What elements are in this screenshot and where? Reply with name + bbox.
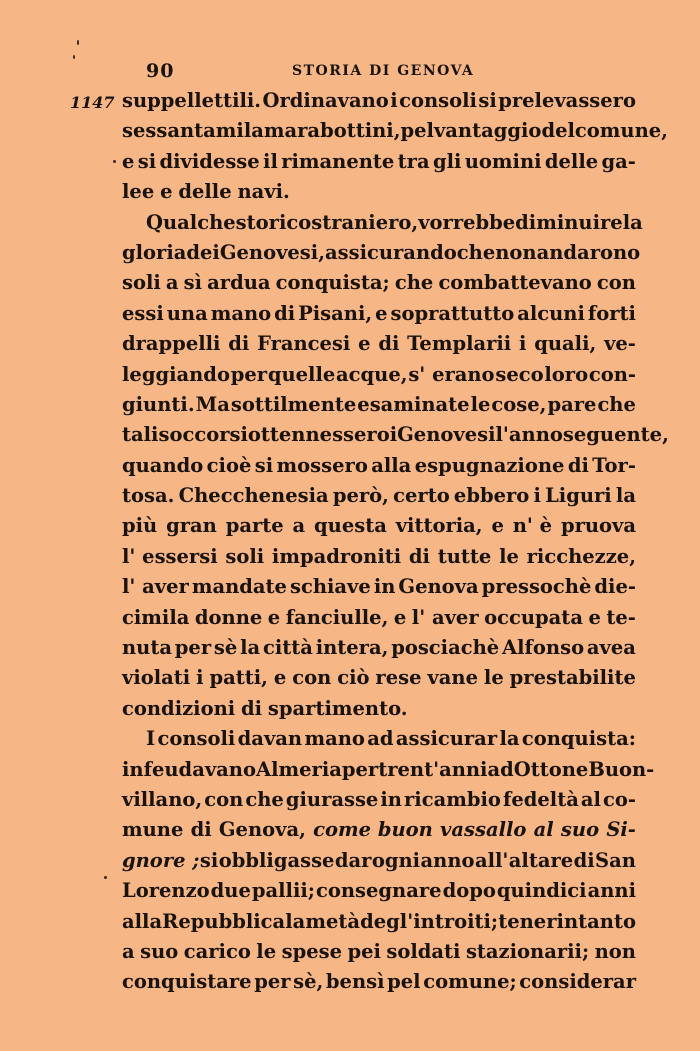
word: prelevassero [498,89,636,112]
word: Genova, [218,818,306,842]
word: mano [210,301,272,325]
word: Ottone [513,757,589,781]
word: e [491,514,504,538]
word: cioè [206,453,252,477]
word: vittoria, [395,514,483,538]
word: che [245,787,284,811]
word: bensì [325,970,385,994]
word: del [541,119,575,143]
word: di [241,696,263,720]
word: giunti. [122,392,195,416]
word: tra [397,149,430,173]
word: impadroniti [271,544,402,568]
text-line [122,147,636,177]
word: per [230,362,268,386]
word: condizioni [122,696,236,720]
word: però, [332,484,389,508]
word: Repubblica [162,909,286,933]
word: di [378,332,400,356]
word: e [122,149,135,173]
word: Pisani, [298,301,373,325]
text-line [122,329,636,359]
word: navi. [237,180,290,204]
word: sè, [293,970,324,994]
word: die- [594,575,636,599]
word: tosa. [122,484,175,508]
word: loro [544,362,589,386]
page-number: 90 [146,60,175,82]
word: e [393,605,407,629]
word: conquista; [275,271,390,295]
word: con- [588,362,636,386]
word: Liguri [545,484,612,508]
word: con [204,787,244,811]
word: città [262,636,313,660]
word: di [274,301,296,325]
word: pallii; [251,879,315,903]
word: ga- [601,149,636,173]
word: mandate [191,575,287,599]
word: per [341,757,379,781]
word: Buon- [588,757,655,781]
word: seguente, [562,423,669,447]
word: dividesse [159,149,260,173]
word: si [137,149,157,173]
word: avea [586,636,636,660]
word: sì [183,271,203,295]
word: che [456,240,496,264]
word: lee [122,180,155,204]
word: anno [420,848,475,872]
word: e [358,332,371,356]
text-line [122,390,636,420]
text-line [122,846,636,876]
word: con [292,666,332,690]
word: dar [334,848,372,872]
word: conquistare [122,970,252,994]
word: comune; [423,970,517,994]
word: marabottini, [263,119,401,143]
text-line [122,238,641,268]
word: trent' [378,757,440,781]
word: n' è [512,514,553,538]
word: storico [235,210,312,234]
word: Qualche [146,210,236,234]
word: sessantamila [122,119,264,143]
text-line [122,420,669,450]
word: suppellettili. [122,89,262,112]
word: i [533,484,541,508]
word: certo [393,484,450,508]
word: s' erano [408,362,495,386]
word: l'anno [495,423,563,447]
word: gran [166,514,217,538]
text-line [122,815,636,845]
word: cimila [122,605,190,629]
word: ad [367,727,394,751]
word: soldati [386,939,461,963]
word: ciò [337,666,370,690]
word: straniero, [311,210,419,234]
word: con [596,271,636,295]
word: intanto [556,909,636,933]
word: essi [122,301,164,325]
word: l' aver [122,575,189,599]
word: e [588,605,601,629]
word: le [256,939,277,963]
word: San [595,848,636,872]
text-line [122,907,636,937]
text-line [122,572,636,602]
word: consegnare [315,879,442,903]
word: alla [122,909,163,933]
word: e [273,666,287,690]
text-line [122,208,643,238]
word: uomini [464,149,542,173]
text-line [122,542,636,572]
word: pei [347,939,381,963]
page-header [122,60,636,84]
word: ve- [604,332,636,356]
word: Templarii [407,332,512,356]
text-line [122,633,636,663]
word: a [165,271,179,295]
word: stazionarii; [465,939,590,963]
text-line [122,116,668,146]
word: e [267,605,281,629]
text-line [122,663,636,693]
paper-speck [77,40,79,45]
word: per [174,636,212,660]
word: l' aver [411,605,479,629]
word: in [373,575,396,599]
text-line [122,481,636,511]
word: infeudavano [122,757,256,781]
word: posciachè [391,636,500,660]
word: assicurando [324,240,457,264]
word: fedeltà [502,787,579,811]
word: considerar [519,970,636,994]
word: pressochè [481,575,592,599]
word: quali, [534,332,597,356]
word: vane [427,666,478,690]
word: gnore ; [122,848,200,872]
word: si [199,848,219,872]
word: tali [122,423,159,447]
word: metà [305,909,361,933]
word: mossero [276,453,368,477]
word: tutte [437,544,492,568]
word: sottilmente [230,392,357,416]
word: giurasse [285,787,379,811]
word: i [390,89,398,112]
word: conquista: [521,727,636,751]
text-line [122,937,636,967]
word: quando [122,453,204,477]
word: anni [587,879,636,903]
word: ardua [207,271,271,295]
word: le [483,666,504,690]
word: nuta [122,636,172,660]
word: leggiando [122,362,230,386]
word: dei [186,240,220,264]
word: consoli [157,727,236,751]
word: non [594,939,636,963]
word: seco [495,362,544,386]
word: la [622,210,643,234]
word: spartimento. [267,696,408,720]
word: vorrebbe [418,210,516,234]
word: che [597,392,636,416]
word: combattevano [438,271,592,295]
word: co- [602,787,636,811]
word: le [499,544,519,568]
word: quindici [496,879,587,903]
word: forti [587,301,636,325]
word: suo [560,818,600,842]
word: introiti; [413,909,499,933]
text-line [122,755,655,785]
word: il [263,149,278,173]
word: che [394,271,434,295]
word: Lorenzo [122,879,210,903]
word: andarono [536,240,641,264]
word: occupata [484,605,583,629]
word: quelle [267,362,336,386]
word: parte [225,514,284,538]
word: villano, [122,787,203,811]
word: Checchenesia [178,484,329,508]
word: di [408,544,430,568]
word: Almeria [255,757,342,781]
word: vassallo [440,818,527,842]
word: ricchezze, [526,544,636,568]
word: assicurar [395,727,498,751]
word: I [146,727,156,751]
word: pel [400,119,434,143]
word: più [122,514,158,538]
word: i [389,423,398,447]
text-line [122,694,636,724]
word: si [478,89,497,112]
word: drappelli [122,332,221,356]
word: anni [439,757,488,781]
word: alla [371,453,412,477]
paper-speck [104,876,107,879]
word: ebbero [453,484,530,508]
text-line [122,511,636,541]
word: Alfonso [501,636,585,660]
word: altare [508,848,574,872]
word: soccorsi [158,423,248,447]
body-text [122,86,669,998]
word: di [190,818,212,842]
word: rimanente [281,149,395,173]
word: suo [140,939,179,963]
word: si [254,453,274,477]
word: la [240,636,261,660]
word: in [380,787,402,811]
word: gli [432,149,462,173]
word: e [375,301,388,325]
word: Genova [398,575,479,599]
word: prestabilite [509,666,636,690]
word: delle [178,180,232,204]
word: vantaggio [433,119,542,143]
word: dopo [442,879,496,903]
word: soprattutto [390,301,515,325]
word: a [122,939,135,963]
running-title: STORIA DI GENOVA [292,63,475,79]
word: una [166,301,208,325]
word: diminuire [515,210,623,234]
word: Tor- [592,453,636,477]
word: come buon [313,818,433,842]
text-line [122,785,636,815]
word: due [210,879,251,903]
word: gloria [122,240,187,264]
text-line [122,299,636,329]
word: violati [122,666,191,690]
word: mune [122,818,184,842]
word: la [285,909,306,933]
word: patti, [209,666,268,690]
word: davan [237,727,303,751]
word: al [533,818,554,842]
word: Genovesi [397,423,496,447]
word: all' [474,848,509,872]
word: Si- [606,818,636,842]
word: di [228,332,250,356]
word: comune, [574,119,668,143]
word: questa [314,514,387,538]
word: soli [225,544,265,568]
word: di [567,453,589,477]
word: schiave [289,575,371,599]
word: l' essersi [122,544,218,568]
word: ottennessero [247,423,390,447]
word: consoli [399,89,477,112]
word: rese [375,666,422,690]
word: spese [281,939,342,963]
paper-speck [113,160,116,163]
text-line [122,177,636,207]
word: pruova [560,514,636,538]
word: per [254,970,291,994]
text-line [122,724,636,754]
word: donne [194,605,263,629]
word: al [580,787,601,811]
word: Francesi [257,332,351,356]
word: fanciulle, [285,605,389,629]
word: i [519,332,527,356]
word: soli [122,271,161,295]
word: ricambio [404,787,501,811]
word: Ordinavano [262,89,389,112]
word: mano [304,727,365,751]
word: cose, [491,392,547,416]
text-line [122,360,636,390]
word: Ma [195,392,230,416]
word: la [615,484,636,508]
margin-year-note: 1147 [70,93,115,112]
text-line [122,967,636,997]
word: obbligasse [218,848,335,872]
word: degl' [360,909,414,933]
word: non [495,240,537,264]
word: tener [498,909,557,933]
word: la [499,727,520,751]
text-line [122,603,636,633]
word: sè [213,636,238,660]
word: pare [547,392,597,416]
word: ogni [371,848,421,872]
paper-speck [73,55,75,59]
word: e [160,180,173,204]
word: le [470,392,491,416]
word: te- [606,605,636,629]
text-line [122,451,636,481]
word: Genovesi, [219,240,325,264]
word: a [292,514,306,538]
word: ad [487,757,514,781]
text-line [122,86,636,116]
word: intera, [315,636,389,660]
word: alcuni [517,301,585,325]
word: di [573,848,595,872]
word: espugnazione [414,453,565,477]
word: carico [183,939,251,963]
word: delle [544,149,599,173]
text-line [122,876,636,906]
word: esaminate [357,392,470,416]
word: acque, [336,362,408,386]
text-line [122,268,636,298]
word: pel [387,970,421,994]
word: i [196,666,204,690]
